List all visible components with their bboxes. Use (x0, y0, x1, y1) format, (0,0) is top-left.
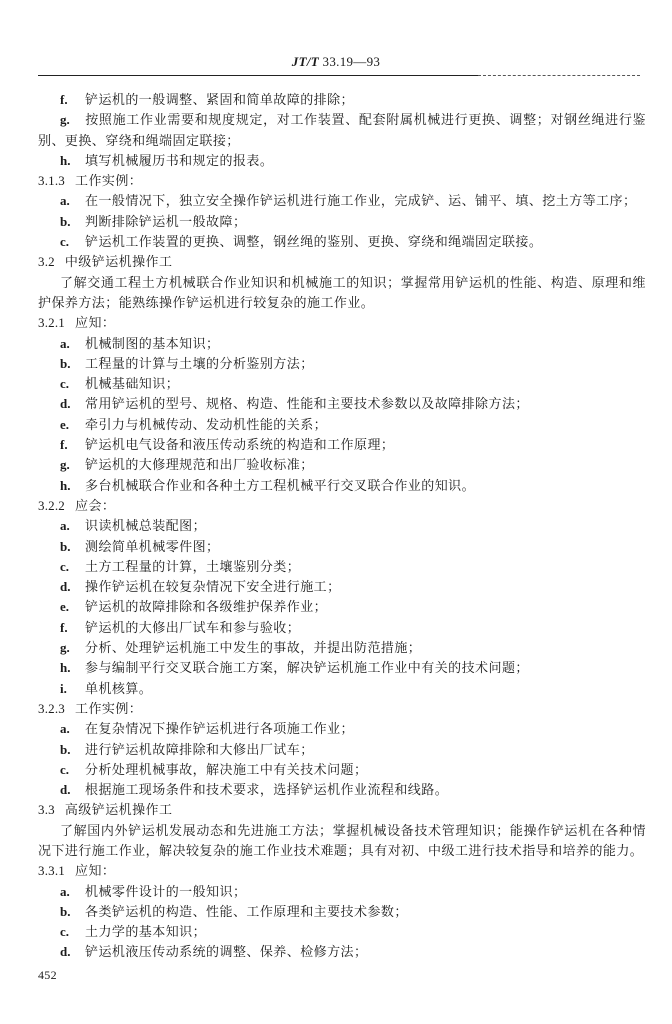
list-item (38, 618, 646, 638)
list-item (38, 638, 646, 658)
item-letter: a. (60, 721, 70, 737)
item-text: 按照施工作业需要和规度规定，对工作装置、配套附属机械进行更换、调整；对钢丝绳进行鉴别、更换、穿绕和绳端固定联接； (38, 112, 646, 148)
list-item (38, 90, 646, 110)
item-text: 工程量的计算与土壤的分析鉴别方法； (85, 355, 314, 371)
list-item (38, 942, 646, 962)
item-text: 铲运机的故障排除和各级维护保养作业； (85, 599, 328, 615)
list-item (38, 557, 646, 577)
list-item (38, 780, 646, 800)
list-item (38, 597, 646, 617)
section-number: 3.2.1 (38, 315, 65, 331)
item-text: 各类铲运机的构造、性能、工作原理和主要技术参数； (85, 903, 408, 919)
item-letter: b. (60, 538, 71, 554)
section-heading-3-2-2 (38, 496, 646, 516)
item-letter: i. (60, 680, 67, 696)
page-header (0, 52, 672, 72)
item-text: 铲运机的大修理规范和出厂验收标准； (85, 457, 314, 473)
list-item (38, 577, 646, 597)
section-title: 工作实例： (75, 700, 143, 716)
item-letter: h. (60, 152, 71, 168)
section-heading-3-2-3 (38, 699, 646, 719)
section-heading-3-3-1 (38, 861, 646, 881)
item-text: 在一般情况下，独立安全操作铲运机进行施工作业，完成铲、运、铺平、填、挖土方等工序； (85, 193, 637, 209)
item-letter: c. (60, 234, 70, 250)
item-letter: c. (60, 761, 70, 777)
item-text: 土力学的基本知识； (85, 924, 207, 940)
section-number: 3.2 (38, 254, 55, 270)
item-text: 土方工程量的计算，土壤鉴别分类； (85, 558, 301, 574)
list-item (38, 516, 646, 536)
item-text: 牵引力与机械传动、发动机性能的关系； (85, 416, 328, 432)
item-letter: a. (60, 193, 70, 209)
list-item (38, 212, 646, 232)
item-letter: d. (60, 782, 71, 798)
list-item (38, 354, 646, 374)
list-item (38, 151, 646, 171)
section-heading-3-1-3 (38, 171, 646, 191)
item-text: 操作铲运机在较复杂情况下安全进行施工； (85, 579, 341, 595)
list-item (38, 415, 646, 435)
item-letter: b. (60, 213, 71, 229)
page-number: 452 (38, 968, 57, 982)
section-title: 应知： (75, 863, 116, 879)
list-item (38, 455, 646, 475)
item-letter: a. (60, 335, 70, 351)
item-text: 机械基础知识； (85, 376, 180, 392)
item-letter: h. (60, 660, 71, 676)
item-letter: e. (60, 599, 70, 615)
item-text: 机械制图的基本知识； (85, 335, 220, 351)
list-item (38, 719, 646, 739)
item-text: 分析处理机械事故，解决施工中有关技术问题； (85, 761, 368, 777)
list-item (38, 191, 646, 211)
header-rule-dashed (478, 75, 640, 76)
section-heading-3-2-1 (38, 313, 646, 333)
section-number: 3.2.2 (38, 497, 65, 513)
item-text: 识读机械总装配图； (85, 518, 207, 534)
item-text: 测绘简单机械零件图； (85, 538, 220, 554)
section-title: 工作实例： (75, 173, 143, 189)
section-number: 3.3.1 (38, 863, 65, 879)
item-text: 进行铲运机故障排除和大修出厂试车； (85, 741, 314, 757)
item-letter: c. (60, 924, 70, 940)
list-item (38, 232, 646, 252)
list-item (38, 476, 646, 496)
section-number: 3.1.3 (38, 173, 65, 189)
item-text: 根据施工现场条件和技术要求，选择铲运机作业流程和线路。 (85, 782, 449, 798)
item-letter: d. (60, 944, 71, 960)
list-item (38, 334, 646, 354)
section-title: 应会： (75, 497, 116, 513)
standard-code-number: 33.19—93 (322, 54, 381, 69)
item-letter: e. (60, 416, 70, 432)
item-text: 铲运机电气设备和液压传动系统的构造和工作原理； (85, 437, 395, 453)
item-letter: a. (60, 518, 70, 534)
standard-code-prefix: JT/T (291, 54, 319, 69)
item-text: 常用铲运机的型号、规格、构造、性能和主要技术参数以及故障排除方法； (85, 396, 529, 412)
section-intro: 了解交通工程土方机械联合作业知识和机械施工的知识；掌握常用铲运机的性能、构造、原理和维护保养方法；能熟练操作铲运机进行较复杂的施工作业。 (38, 274, 646, 310)
item-text: 铲运机工作装置的更换、调整，钢丝绳的鉴别、更换、穿绕和绳端固定联接。 (85, 234, 543, 250)
list-item (38, 394, 646, 414)
item-letter: c. (60, 376, 70, 392)
item-text: 机械零件设计的一般知识； (85, 883, 247, 899)
item-letter: g. (60, 457, 70, 473)
item-letter: a. (60, 883, 70, 899)
item-letter: b. (60, 903, 71, 919)
item-letter: d. (60, 579, 71, 595)
section-intro: 了解国内外铲运机发展动态和先进施工方法；掌握机械设备技术管理知识；能操作铲运机在各种情况下进行施工作业，解决较复杂的施工作业技术难题；具有对初、中级工进行技术指导和培养的能力。 (38, 822, 646, 858)
item-letter: b. (60, 741, 71, 757)
list-item (38, 435, 646, 455)
item-text: 在复杂情况下操作铲运机进行各项施工作业； (85, 721, 355, 737)
section-number: 3.3 (38, 802, 55, 818)
item-text: 多台机械联合作业和各种土方工程机械平行交叉联合作业的知识。 (85, 477, 476, 493)
section-heading-3-2 (38, 252, 646, 272)
list-item (38, 537, 646, 557)
section-heading-3-3 (38, 800, 646, 820)
list-item (38, 760, 646, 780)
list-item (38, 110, 646, 151)
item-letter: c. (60, 558, 70, 574)
item-letter: g. (60, 112, 70, 128)
section-title: 中级铲运机操作工 (64, 254, 173, 270)
item-text: 参与编制平行交叉联合施工方案，解决铲运机施工作业中有关的技术问题； (85, 660, 529, 676)
item-text: 铲运机液压传动系统的调整、保养、检修方法； (85, 944, 368, 960)
item-text: 铲运机的一般调整、紧固和简单故障的排除； (85, 92, 355, 107)
section-title: 高级铲运机操作工 (64, 802, 173, 818)
section-title: 应知： (75, 315, 116, 331)
item-letter: f. (60, 619, 68, 635)
item-letter: d. (60, 396, 71, 412)
item-letter: h. (60, 477, 71, 493)
item-text: 分析、处理铲运机施工中发生的事故，并提出防范措施； (85, 640, 422, 656)
item-letter: g. (60, 640, 70, 656)
item-text: 单机核算。 (85, 680, 153, 696)
list-item (38, 679, 646, 699)
item-text: 铲运机的大修出厂试车和参与验收； (85, 619, 301, 635)
list-item (38, 922, 646, 942)
item-text: 填写机械履历书和规定的报表。 (85, 152, 274, 168)
item-letter: b. (60, 355, 71, 371)
document-body (38, 90, 646, 963)
section-number: 3.2.3 (38, 700, 65, 716)
list-item (38, 882, 646, 902)
list-item (38, 374, 646, 394)
list-item (38, 740, 646, 760)
item-letter: f. (60, 437, 68, 453)
list-item (38, 902, 646, 922)
header-rule (38, 75, 478, 76)
item-letter: f. (60, 92, 68, 107)
item-text: 判断排除铲运机一般故障； (85, 213, 247, 229)
list-item (38, 658, 646, 678)
